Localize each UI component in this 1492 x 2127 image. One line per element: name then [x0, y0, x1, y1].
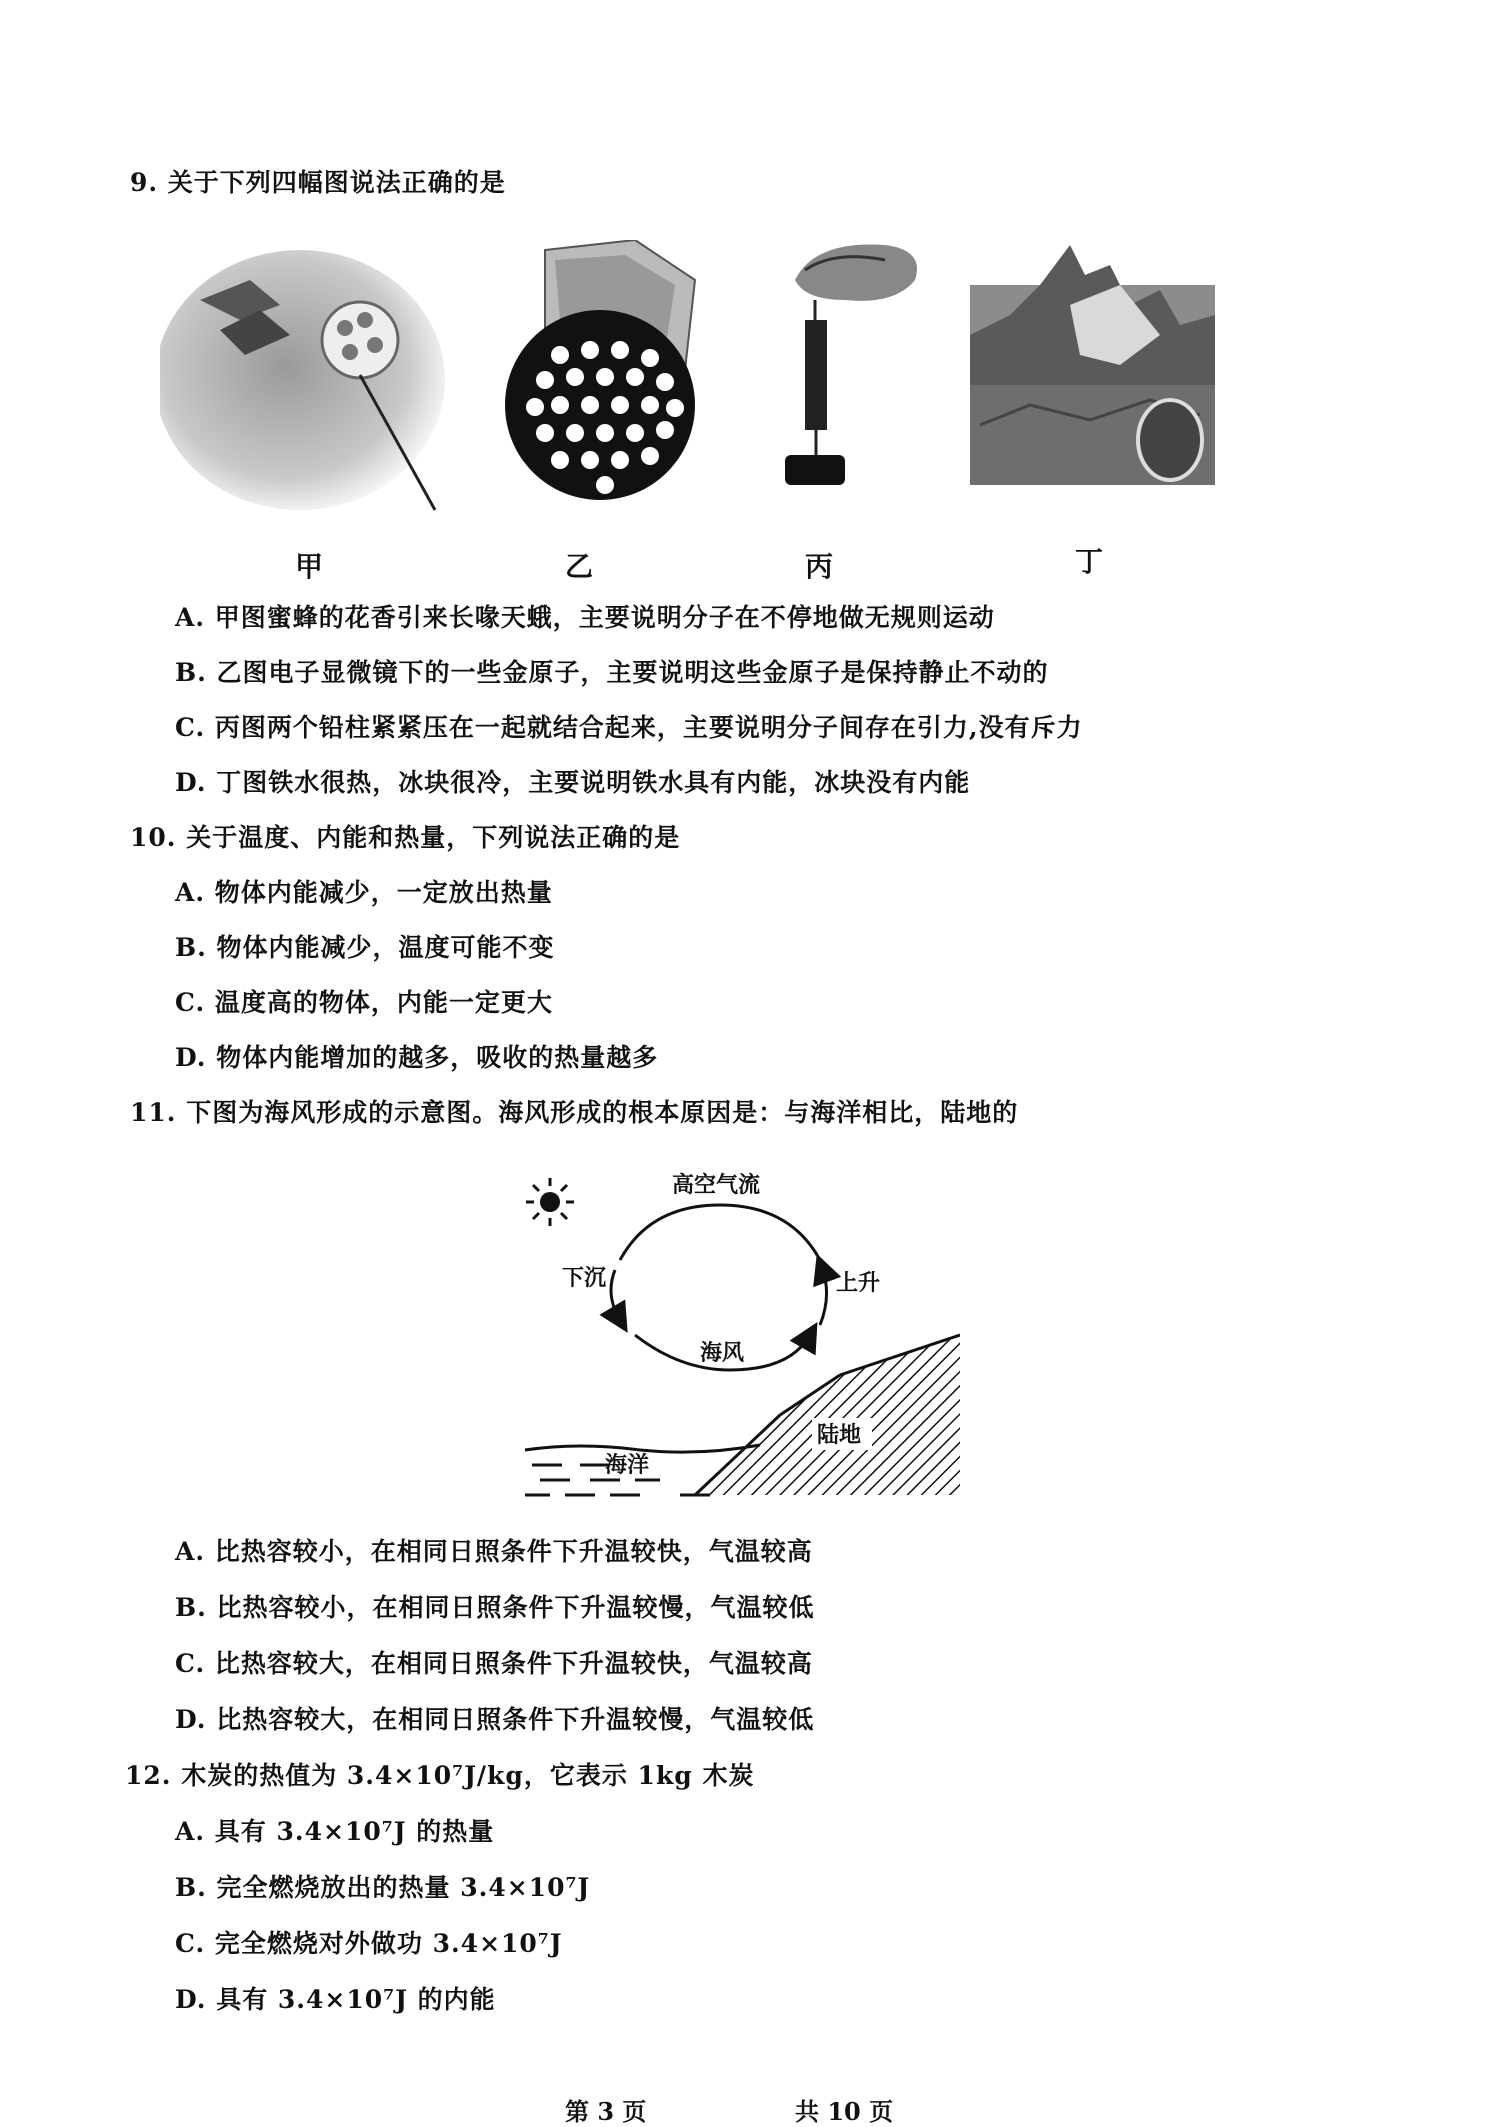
sea-breeze-diagram — [520, 1160, 960, 1500]
diagram-label-top: 高空气流 — [672, 1172, 761, 1198]
q11-option-d: D. 比热容较大，在相同日照条件下升温较慢，气温较低 — [175, 1705, 815, 1734]
figure-label-jia: 甲 — [295, 550, 324, 583]
diagram-label-land: 陆地 — [817, 1422, 862, 1448]
q11-stem: 11. 下图为海风形成的示意图。海风形成的根本原因是：与海洋相比，陆地的 — [130, 1098, 1019, 1127]
q11-option-a: A. 比热容较小，在相同日照条件下升温较快，气温较高 — [175, 1537, 813, 1566]
q9-option-c: C. 丙图两个铅柱紧紧压在一起就结合起来，主要说明分子间存在引力,没有斥力 — [175, 713, 1083, 742]
q12-stem: 12. 木炭的热值为 3.4×10⁷J/kg，它表示 1kg 木炭 — [125, 1761, 755, 1790]
figure-bing — [775, 240, 925, 500]
figure-label-yi: 乙 — [565, 550, 594, 583]
q9-stem: 9. 关于下列四幅图说法正确的是 — [130, 168, 506, 197]
q10-option-c: C. 温度高的物体，内能一定更大 — [175, 988, 553, 1017]
figure-ding — [970, 245, 1215, 485]
q9-option-d: D. 丁图铁水很热，冰块很冷，主要说明铁水具有内能，冰块没有内能 — [175, 768, 971, 797]
sun-icon — [526, 1178, 574, 1226]
q12-option-c: C. 完全燃烧对外做功 3.4×10⁷J — [175, 1929, 563, 1958]
diagram-label-bottom: 海风 — [700, 1340, 745, 1366]
q12-option-a: A. 具有 3.4×10⁷J 的热量 — [175, 1817, 495, 1846]
q11-option-b: B. 比热容较小，在相同日照条件下升温较慢，气温较低 — [175, 1593, 815, 1622]
q12-option-d: D. 具有 3.4×10⁷J 的内能 — [175, 1985, 496, 2014]
q9-option-b: B. 乙图电子显微镜下的一些金原子，主要说明这些金原子是保持静止不动的 — [175, 658, 1049, 687]
figure-jia — [160, 240, 450, 525]
q12-option-b: B. 完全燃烧放出的热量 3.4×10⁷J — [175, 1873, 591, 1902]
figure-yi — [505, 240, 705, 510]
diagram-label-sea: 海洋 — [605, 1452, 650, 1478]
footer-page-number: 第 3 页 — [565, 2097, 647, 2126]
figure-label-ding: 丁 — [1075, 545, 1104, 578]
diagram-label-right: 上升 — [836, 1270, 881, 1296]
diagram-label-left: 下沉 — [562, 1265, 607, 1291]
q11-option-c: C. 比热容较大，在相同日照条件下升温较快，气温较高 — [175, 1649, 813, 1678]
q10-stem: 10. 关于温度、内能和热量，下列说法正确的是 — [130, 823, 681, 852]
q10-option-d: D. 物体内能增加的越多，吸收的热量越多 — [175, 1043, 659, 1072]
footer-total-pages: 共 10 页 — [795, 2097, 894, 2126]
q10-option-b: B. 物体内能减少，温度可能不变 — [175, 933, 555, 962]
q9-option-a: A. 甲图蜜蜂的花香引来长喙天蛾，主要说明分子在不停地做无规则运动 — [175, 603, 995, 632]
figure-label-bing: 丙 — [805, 550, 834, 583]
q10-option-a: A. 物体内能减少，一定放出热量 — [175, 878, 553, 907]
